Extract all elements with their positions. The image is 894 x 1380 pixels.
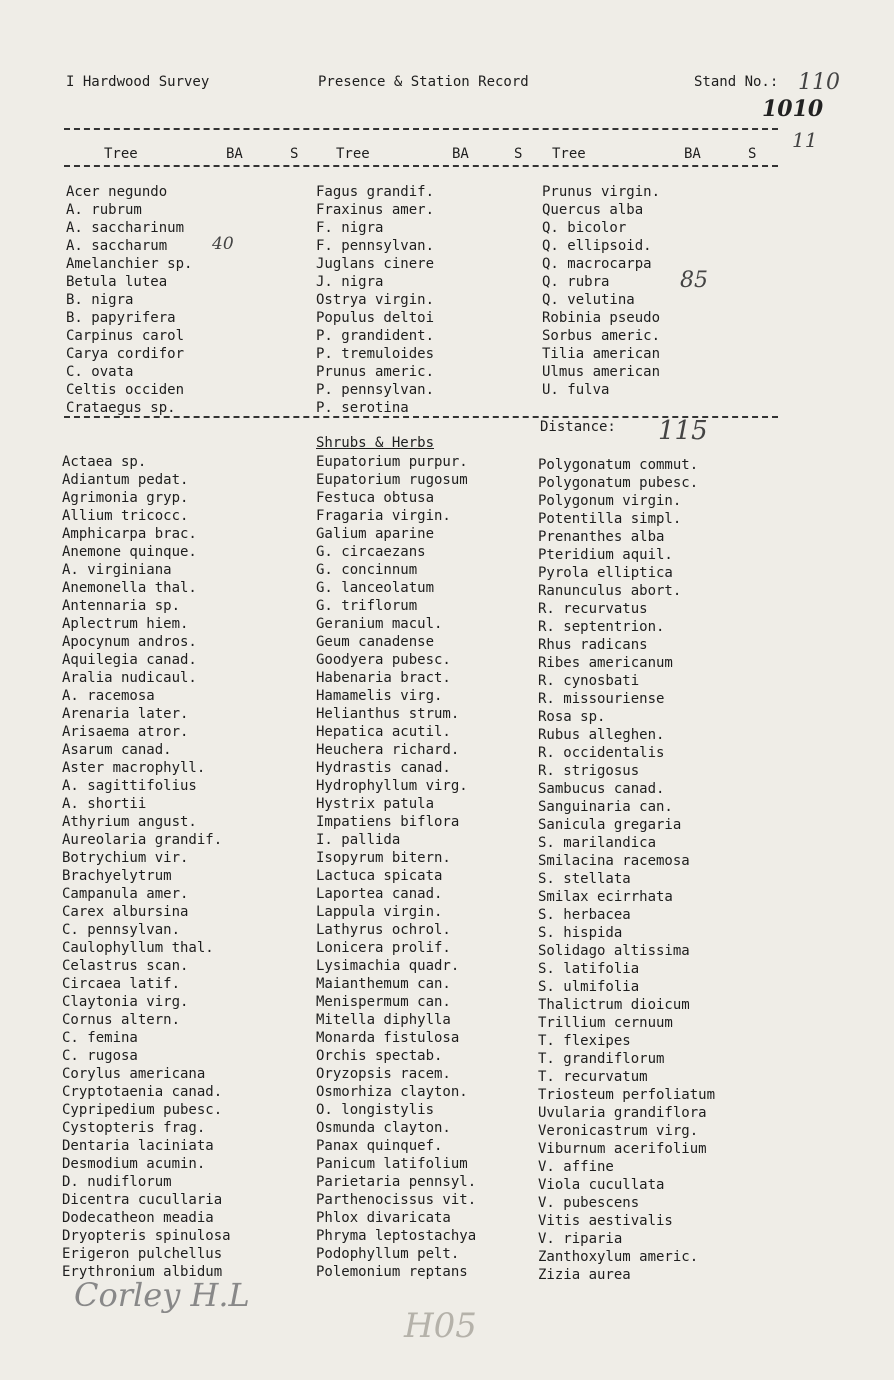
herb-species: Erigeron pulchellus [62,1246,223,1262]
tree-species: Prunus americ. [316,364,435,380]
col-tree-3: Tree [552,146,586,162]
herb-species: Fragaria virgin. [316,508,451,524]
tree-species: Robinia pseudo [542,310,661,326]
herb-species: I. pallida [316,832,401,848]
tree-column-3 [542,183,660,399]
herb-species: Orchis spectab. [316,1048,443,1064]
herb-species: C. femina [62,1030,138,1046]
herb-species: Mitella diphylla [316,1012,451,1028]
herb-species: R. strigosus [538,763,640,779]
herb-species: Amphicarpa brac. [62,526,197,542]
herb-species: Heuchera richard. [316,742,460,758]
herb-species: Triosteum perfoliatum [538,1087,716,1103]
herb-species: R. occidentalis [538,745,665,761]
herb-species: R. septentrion. [538,619,665,635]
stand-extra: 11 [792,128,818,152]
herb-species: Cryptotaenia canad. [62,1084,223,1100]
herb-species: Parietaria pennsyl. [316,1174,477,1190]
herb-species: Galium aparine [316,526,435,542]
herb-species: Impatiens biflora [316,814,460,830]
herb-species: Aster macrophyll. [62,760,206,776]
tree-species: Acer negundo [66,184,168,200]
herb-species: Dicentra cucullaria [62,1192,223,1208]
tree-species: A. saccharinum [66,220,185,236]
herb-species: Helianthus strum. [316,706,460,722]
herb-species: S. latifolia [538,961,640,977]
herb-species: Eupatorium purpur. [316,454,468,470]
herb-species: S. hispida [538,925,623,941]
tree-species: Q. bicolor [542,220,627,236]
herb-species: Cypripedium pubesc. [62,1102,223,1118]
herb-species: G. lanceolatum [316,580,435,596]
herb-species: Menispermum can. [316,994,451,1010]
herb-species: Monarda fistulosa [316,1030,460,1046]
herb-species: Parthenocissus vit. [316,1192,477,1208]
herb-species: Panax quinquef. [316,1138,443,1154]
herb-species: Agrimonia gryp. [62,490,189,506]
herb-species: A. shortii [62,796,147,812]
tree-species: Tilia american [542,346,661,362]
herb-species: Oryzopsis racem. [316,1066,451,1082]
tree-species: Quercus alba [542,202,644,218]
herb-species: Celastrus scan. [62,958,189,974]
tree-species: Carpinus carol [66,328,185,344]
herb-species: Pyrola elliptica [538,565,673,581]
herb-species: Prenanthes alba [538,529,665,545]
herb-species: Ribes americanum [538,655,673,671]
herb-species: G. circaezans [316,544,426,560]
col-s-1: S [290,146,299,162]
herb-species: Botrychium vir. [62,850,189,866]
herb-species: Caulophyllum thal. [62,940,214,956]
header-rule-bottom [64,165,778,167]
tree-species: F. nigra [316,220,384,236]
herb-species: Festuca obtusa [316,490,435,506]
tree-species: Ostrya virgin. [316,292,435,308]
stand-label: Stand No.: [694,74,779,90]
herb-species: Hydrastis canad. [316,760,451,776]
herb-species: Panicum latifolium [316,1156,468,1172]
tree-species: B. nigra [66,292,134,308]
herb-species: Lathyrus ochrol. [316,922,451,938]
herb-species: Dentaria laciniata [62,1138,214,1154]
herb-species: G. concinnum [316,562,418,578]
herb-species: Polygonum virgin. [538,493,682,509]
col-tree-2: Tree [336,146,370,162]
survey-title: I Hardwood Survey [66,74,210,90]
tree-species: Crataegus sp. [66,400,176,416]
herb-species: Rosa sp. [538,709,606,725]
herb-species: R. missouriense [538,691,665,707]
herb-species: Solidago altissima [538,943,690,959]
herb-species: G. triflorum [316,598,418,614]
herb-species: Sambucus canad. [538,781,665,797]
herb-species: Actaea sp. [62,454,147,470]
herb-species: D. nudiflorum [62,1174,172,1190]
herb-species: Aplectrum hiem. [62,616,189,632]
herb-species: A. sagittifolius [62,778,197,794]
herb-species: S. marilandica [538,835,657,851]
tree-species: Fagus grandif. [316,184,435,200]
herb-species: Uvularia grandiflora [538,1105,707,1121]
herb-species: V. pubescens [538,1195,640,1211]
herb-species: Dodecatheon meadia [62,1210,214,1226]
tree-species: Amelanchier sp. [66,256,193,272]
col-tree-1: Tree [104,146,138,162]
herb-column-1 [62,453,231,1281]
herb-species: Campanula amer. [62,886,189,902]
herb-species: S. stellata [538,871,631,887]
herb-species: Cystopteris frag. [62,1120,206,1136]
herb-species: Vitis aestivalis [538,1213,673,1229]
herb-species: Dryopteris spinulosa [62,1228,231,1244]
herb-species: C. rugosa [62,1048,138,1064]
herb-species: Allium tricocc. [62,508,189,524]
herb-species: Arenaria later. [62,706,189,722]
herb-species: R. cynosbati [538,673,640,689]
handwritten-name: Corley H.L [74,1276,250,1314]
herb-species: V. riparia [538,1231,623,1247]
herb-species: Smilacina racemosa [538,853,690,869]
tree-species: Celtis occiden [66,382,185,398]
herb-species: Apocynum andros. [62,634,197,650]
herb-species: Corylus americana [62,1066,206,1082]
herb-species: Circaea latif. [62,976,181,992]
shrubs-herbs-title: Shrubs & Herbs [316,435,435,451]
herb-species: Aureolaria grandif. [62,832,223,848]
tree-species: B. papyrifera [66,310,176,326]
herb-species: Hepatica acutil. [316,724,451,740]
herb-column-3 [538,456,715,1284]
tree-species: P. grandident. [316,328,435,344]
herb-species: Osmunda clayton. [316,1120,451,1136]
col-s-3: S [748,146,757,162]
herb-species: Geranium macul. [316,616,443,632]
herb-species: Geum canadense [316,634,435,650]
herb-species: Sanicula gregaria [538,817,682,833]
tree-species: Q. macrocarpa [542,256,652,272]
tree-species: P. pennsylvan. [316,382,435,398]
stand-code: 1010 [762,96,824,122]
herb-species: Sanguinaria can. [538,799,673,815]
herb-species: Antennaria sp. [62,598,181,614]
herb-species: Erythronium albidum [62,1264,223,1280]
herb-species: Cornus altern. [62,1012,181,1028]
tree-species: Juglans cinere [316,256,435,272]
herb-species: Anemone quinque. [62,544,197,560]
ba-note-rubra: 85 [680,268,708,293]
herb-species: T. recurvatum [538,1069,648,1085]
tree-species: P. serotina [316,400,409,416]
herb-species: Isopyrum bitern. [316,850,451,866]
header-rule-top [64,128,778,130]
tree-species: Q. velutina [542,292,635,308]
herb-species: Lappula virgin. [316,904,443,920]
tree-species: Fraxinus amer. [316,202,435,218]
herb-species: Laportea canad. [316,886,443,902]
herb-species: Hamamelis virg. [316,688,443,704]
tree-species: U. fulva [542,382,610,398]
herb-species: Viola cucullata [538,1177,665,1193]
herb-species: Goodyera pubesc. [316,652,451,668]
herb-species: R. recurvatus [538,601,648,617]
herb-species: Phlox divaricata [316,1210,451,1226]
herb-species: V. affine [538,1159,614,1175]
herb-species: O. longistylis [316,1102,435,1118]
herb-species: Podophyllum pelt. [316,1246,460,1262]
tree-species: P. tremuloides [316,346,435,362]
herb-species: Rhus radicans [538,637,648,653]
tree-species: Q. ellipsoid. [542,238,652,254]
herb-species: Maianthemum can. [316,976,451,992]
herb-species: Potentilla simpl. [538,511,682,527]
col-ba-1: BA [226,146,243,162]
distance-value: 115 [658,416,708,446]
tree-species: J. nigra [316,274,384,290]
herb-species: Arisaema atror. [62,724,189,740]
tree-species: A. saccharum [66,238,168,254]
herb-species: Hydrophyllum virg. [316,778,468,794]
herb-species: Viburnum acerifolium [538,1141,707,1157]
herb-species: A. virginiana [62,562,172,578]
herb-species: Carex albursina [62,904,189,920]
herb-species: Lactuca spicata [316,868,443,884]
herb-species: Asarum canad. [62,742,172,758]
herb-species: Rubus alleghen. [538,727,665,743]
herb-species: Hystrix patula [316,796,435,812]
herb-species: Lonicera prolif. [316,940,451,956]
ba-note-saccharum: 40 [212,234,234,254]
herb-species: Polygonatum commut. [538,457,699,473]
herb-species: Eupatorium rugosum [316,472,468,488]
tree-species: F. pennsylvan. [316,238,435,254]
tree-column-2 [316,183,434,417]
tree-species: Ulmus american [542,364,661,380]
tree-species: Sorbus americ. [542,328,661,344]
herb-species: Smilax ecirrhata [538,889,673,905]
tree-species: Prunus virgin. [542,184,661,200]
herb-species: S. herbacea [538,907,631,923]
herb-species: A. racemosa [62,688,155,704]
herb-species: Aquilegia canad. [62,652,197,668]
herb-species: Zizia aurea [538,1267,631,1283]
col-s-2: S [514,146,523,162]
herb-species: T. flexipes [538,1033,631,1049]
herb-species: Veronicastrum virg. [538,1123,699,1139]
stand-number-handwritten: 110 [798,70,840,95]
herb-species: Thalictrum dioicum [538,997,690,1013]
distance-label: Distance: [540,419,616,435]
tree-species: Betula lutea [66,274,168,290]
tree-species: Populus deltoi [316,310,435,326]
herb-species: Lysimachia quadr. [316,958,460,974]
herb-species: Desmodium acumin. [62,1156,206,1172]
tree-column-1 [66,183,192,417]
herb-species: T. grandiflorum [538,1051,665,1067]
herb-species: S. ulmifolia [538,979,640,995]
tree-species: Carya cordifor [66,346,185,362]
col-ba-2: BA [452,146,469,162]
herb-species: C. pennsylvan. [62,922,181,938]
herb-species: Athyrium angust. [62,814,197,830]
col-ba-3: BA [684,146,701,162]
herb-species: Claytonia virg. [62,994,189,1010]
herb-species: Ranunculus abort. [538,583,682,599]
herb-column-2 [316,453,476,1281]
herb-species: Pteridium aquil. [538,547,673,563]
faint-mark: H05 [404,1306,477,1346]
herb-species: Zanthoxylum americ. [538,1249,699,1265]
herb-species: Adiantum pedat. [62,472,189,488]
tree-species: C. ovata [66,364,134,380]
herb-species: Aralia nudicaul. [62,670,197,686]
herb-species: Osmorhiza clayton. [316,1084,468,1100]
herb-species: Polygonatum pubesc. [538,475,699,491]
herb-species: Habenaria bract. [316,670,451,686]
herb-species: Anemonella thal. [62,580,197,596]
record-title: Presence & Station Record [318,74,529,90]
tree-species: A. rubrum [66,202,142,218]
herb-species: Brachyelytrum [62,868,172,884]
tree-species: Q. rubra [542,274,610,290]
herb-species: Phryma leptostachya [316,1228,477,1244]
herb-species: Trillium cernuum [538,1015,673,1031]
herb-species: Polemonium reptans [316,1264,468,1280]
